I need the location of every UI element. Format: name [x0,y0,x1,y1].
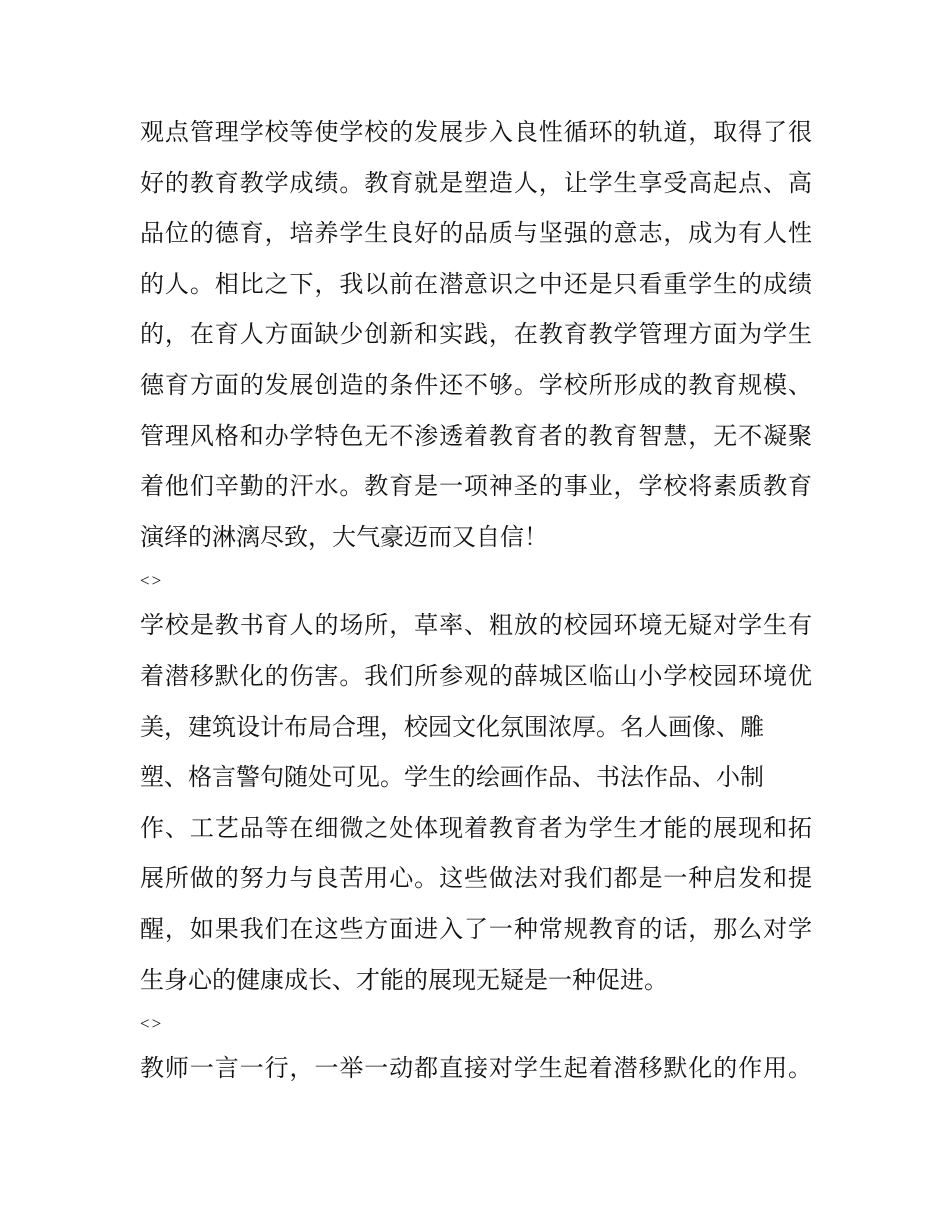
text-line: 着他们辛勤的汗水。教育是一项神圣的事业，学校将素质教育 [140,472,812,501]
text-line: 教师一言一行，一举一动都直接对学生起着潜移默化的作用。 [140,1054,812,1083]
text-line: 的人。相比之下，我以前在潜意识之中还是只看重学生的成绩 [140,269,812,298]
paragraph-teacher-conduct [140,1043,812,1094]
text-line: 演绎的淋漓尽致，大气豪迈而又自信！ [140,522,548,551]
text-line: 醒，如果我们在这些方面进入了一种常规教育的话，那么对学 [140,914,812,943]
text-line: 作、工艺品等在细微之处体现着教育者为学生才能的展现和拓 [140,813,812,842]
paragraph-campus-environment [140,600,812,1005]
text-line: 着潜移默化的伤害。我们所参观的薛城区临山小学校园环境优 [140,661,812,690]
text-line: 观点管理学校等使学校的发展步入良性循环的轨道，取得了很 [140,118,812,146]
text-line: 品位的德育，培养学生良好的品质与坚强的意志，成为有人性 [140,219,812,248]
text-line: 美，建筑设计布局合理，校园文化氛围浓厚。名人画像、雕 [140,712,764,741]
text-line: 生身心的健康成长、才能的展现无疑是一种促进。 [140,965,668,994]
text-line: 学校是教书育人的场所，草率、粗放的校园环境无疑对学生有 [140,611,812,640]
text-line: 好的教育教学成绩。教育就是塑造人，让学生享受高起点、高 [140,168,812,197]
text-line: 塑、格言警句随处可见。学生的绘画作品、书法作品、小制 [140,763,764,792]
document-body [140,107,812,1094]
section-separator: <> [140,1014,164,1034]
paragraph-school-achievement [140,107,812,562]
text-line: 管理风格和办学特色无不渗透着教育者的教育智慧，无不凝聚 [140,421,812,450]
text-line: 德育方面的发展创造的条件还不够。学校所形成的教育规模、 [140,370,812,399]
section-separator: <> [140,571,164,591]
text-line: 的，在育人方面缺少创新和实践，在教育教学管理方面为学生 [140,320,812,349]
text-line: 展所做的努力与良苦用心。这些做法对我们都是一种启发和提 [140,864,812,893]
